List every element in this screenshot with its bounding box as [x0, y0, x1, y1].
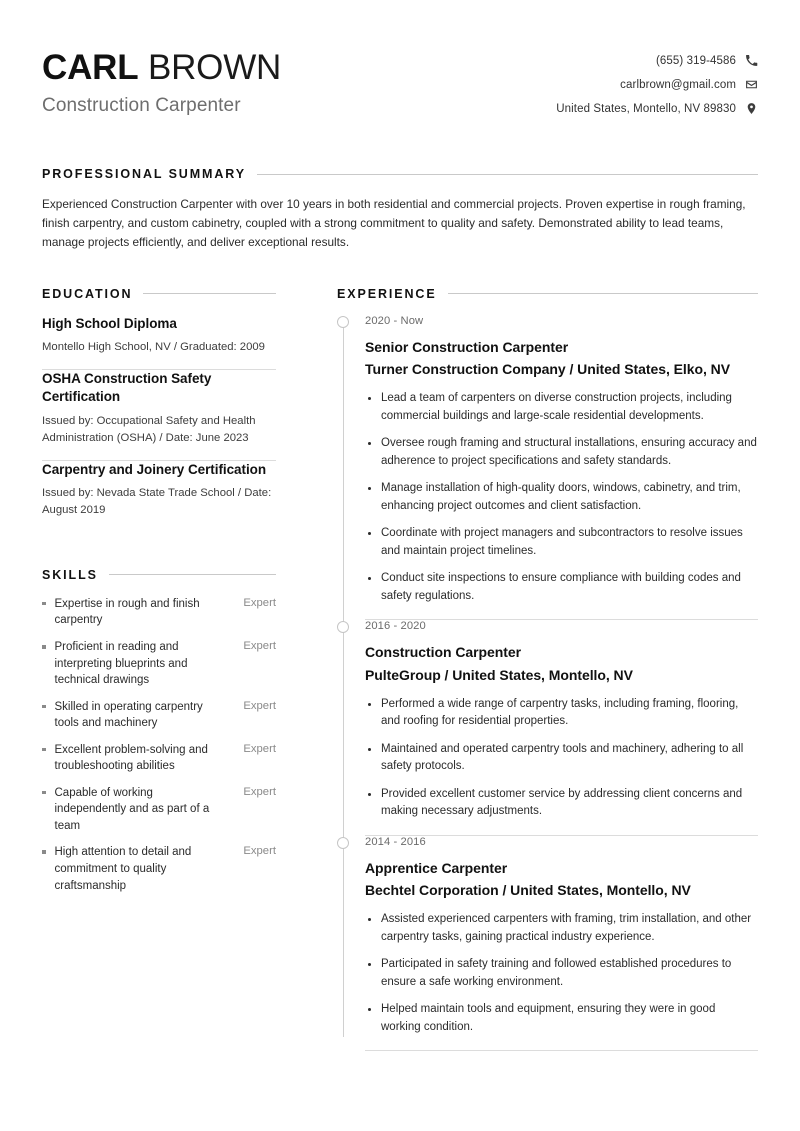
education-subtitle: Montello High School, NV / Graduated: 2009 — [42, 341, 265, 354]
summary-text: Experienced Construction Carpenter with over 10 years in both residential and commercial projects. Proven expertise in rough framing, finish carpentry, and custom cabinetry, coupled with a strong commitment to quality and safety. Demonstrated ability to lead teams, manage projects efficiently, and deliver exceptional results. — [42, 197, 746, 250]
experience-period: 2020 - Now — [365, 314, 424, 327]
experience-bullets — [365, 696, 758, 821]
experience-bullet: Assisted experienced carpenters with framing, trim installation, and other carpentry tasks, gaining practical industry experience. — [365, 911, 758, 946]
left-column — [42, 287, 276, 905]
experience-company: Bechtel Corporation / United States, Montello, NV — [365, 882, 691, 899]
experience-item — [365, 836, 758, 1051]
contact-list — [556, 46, 758, 115]
experience-role: Construction Carpenter — [365, 644, 522, 661]
skill-level: Expert — [243, 742, 276, 755]
experience-bullets — [365, 390, 758, 605]
candidate-name — [42, 48, 281, 87]
contact-email[interactable] — [620, 78, 758, 91]
education-section-header — [42, 287, 276, 301]
experience-period: 2014 - 2016 — [365, 835, 426, 848]
education-item — [42, 315, 276, 370]
skill-left — [42, 639, 212, 689]
experience-bullet: Helped maintain tools and equipment, ensuring they were in good working condition. — [365, 1001, 758, 1036]
experience-role: Senior Construction Carpenter — [365, 338, 569, 355]
experience-company: Turner Construction Company / United States, Elko, NV — [365, 361, 731, 378]
bullet-icon — [42, 850, 46, 854]
experience-item — [365, 620, 758, 835]
experience-bullet: Participated in safety training and followed established procedures to ensure a safe working environment. — [365, 956, 758, 991]
contact-location-text: United States, Montello, NV 89830 — [556, 102, 736, 115]
skills-section — [42, 568, 276, 894]
experience-bullet: Performed a wide range of carpentry tasks, including framing, flooring, and roofing for residential properties. — [365, 696, 758, 731]
skill-level: Expert — [243, 785, 276, 798]
section-rule — [448, 293, 758, 294]
last-name: BROWN — [147, 48, 282, 87]
skill-name: Skilled in operating carpentry tools and machinery — [54, 700, 203, 730]
job-title: Construction Carpenter — [42, 95, 241, 117]
experience-period: 2016 - 2020 — [365, 620, 426, 633]
section-rule — [109, 574, 276, 575]
skill-item — [42, 785, 276, 835]
contact-email-text: carlbrown@gmail.com — [620, 78, 736, 91]
section-rule — [257, 174, 758, 175]
resume-header — [42, 40, 758, 117]
skill-left — [42, 742, 212, 775]
identity-block — [42, 46, 281, 117]
skill-item — [42, 699, 276, 732]
bullet-icon — [42, 602, 46, 606]
education-title: OSHA Construction Safety Certification — [42, 371, 212, 405]
skill-level: Expert — [243, 640, 276, 653]
bullet-icon — [42, 705, 46, 709]
experience-bullet: Lead a team of carpenters on diverse construction projects, including commercial buildings and large-scale residential developments. — [365, 390, 758, 425]
skill-name: High attention to detail and commitment to quality craftsmanship — [54, 846, 192, 892]
body-columns — [42, 287, 758, 1052]
skill-level: Expert — [243, 596, 276, 609]
skill-name: Excellent problem-solving and troubleshooting abilities — [54, 743, 208, 773]
timeline-dot-icon — [337, 837, 349, 849]
skill-left — [42, 785, 212, 835]
right-column — [337, 287, 758, 1052]
professional-summary-section — [42, 167, 758, 252]
skill-left — [42, 699, 212, 732]
location-pin-icon — [745, 102, 758, 115]
skill-item — [42, 742, 276, 775]
skills-heading: SKILLS — [42, 567, 98, 582]
experience-bullet: Oversee rough framing and structural installations, ensuring accuracy and adherence to project specifications and safety standards. — [365, 435, 758, 470]
skill-level: Expert — [243, 845, 276, 858]
timeline-line — [343, 322, 344, 1038]
experience-role: Apprentice Carpenter — [365, 860, 508, 877]
experience-bullet: Manage installation of high-quality doors, windows, cabinetry, and trim, enhancing project outcomes and client satisfaction. — [365, 480, 758, 515]
timeline-dot-icon — [337, 621, 349, 633]
experience-heading: EXPERIENCE — [337, 286, 437, 301]
summary-heading: PROFESSIONAL SUMMARY — [42, 167, 246, 182]
contact-phone-text: (655) 319-4586 — [655, 54, 736, 67]
education-subtitle: Issued by: Nevada State Trade School / Date: August 2019 — [42, 487, 272, 517]
experience-divider — [365, 1050, 758, 1051]
experience-section-header — [337, 287, 758, 301]
skill-item — [42, 596, 276, 629]
phone-icon — [745, 54, 758, 67]
skill-name: Proficient in reading and interpreting blueprints and technical drawings — [54, 641, 188, 687]
education-section — [42, 287, 276, 532]
education-subtitle: Issued by: Occupational Safety and Health Administration (OSHA) / Date: June 2023 — [42, 415, 256, 444]
experience-company: PulteGroup / United States, Montello, NV — [365, 666, 633, 683]
experience-item — [365, 315, 758, 620]
experience-list — [337, 315, 758, 1052]
education-item — [42, 370, 276, 459]
education-title: Carpentry and Joinery Certification — [42, 461, 267, 477]
experience-bullet: Conduct site inspections to ensure compliance with building codes and safety regulations. — [365, 570, 758, 605]
contact-phone[interactable] — [656, 54, 758, 67]
skills-section-header — [42, 568, 276, 582]
section-rule — [143, 293, 276, 294]
mail-icon — [745, 78, 758, 91]
skill-level: Expert — [243, 699, 276, 712]
first-name: CARL — [42, 48, 139, 87]
education-item — [42, 461, 276, 532]
bullet-icon — [42, 748, 46, 752]
contact-location[interactable] — [556, 102, 758, 115]
bullet-icon — [42, 645, 46, 649]
skill-left — [42, 596, 212, 629]
experience-bullet: Maintained and operated carpentry tools and machinery, adhering to all safety protocols. — [365, 741, 758, 776]
skill-item — [42, 844, 276, 894]
summary-section-header — [42, 167, 758, 181]
experience-bullets — [365, 911, 758, 1036]
education-heading: EDUCATION — [42, 286, 133, 301]
skill-item — [42, 639, 276, 689]
skill-name: Capable of working independently and as part of a team — [54, 786, 210, 832]
bullet-icon — [42, 791, 46, 795]
timeline-dot-icon — [337, 316, 349, 328]
skill-left — [42, 844, 212, 894]
skill-name: Expertise in rough and finish carpentry — [54, 597, 200, 627]
experience-bullet: Provided excellent customer service by addressing client concerns and making necessary adjustments. — [365, 786, 758, 821]
education-title: High School Diploma — [42, 315, 177, 331]
experience-bullet: Coordinate with project managers and subcontractors to resolve issues and maintain project timelines. — [365, 525, 758, 560]
